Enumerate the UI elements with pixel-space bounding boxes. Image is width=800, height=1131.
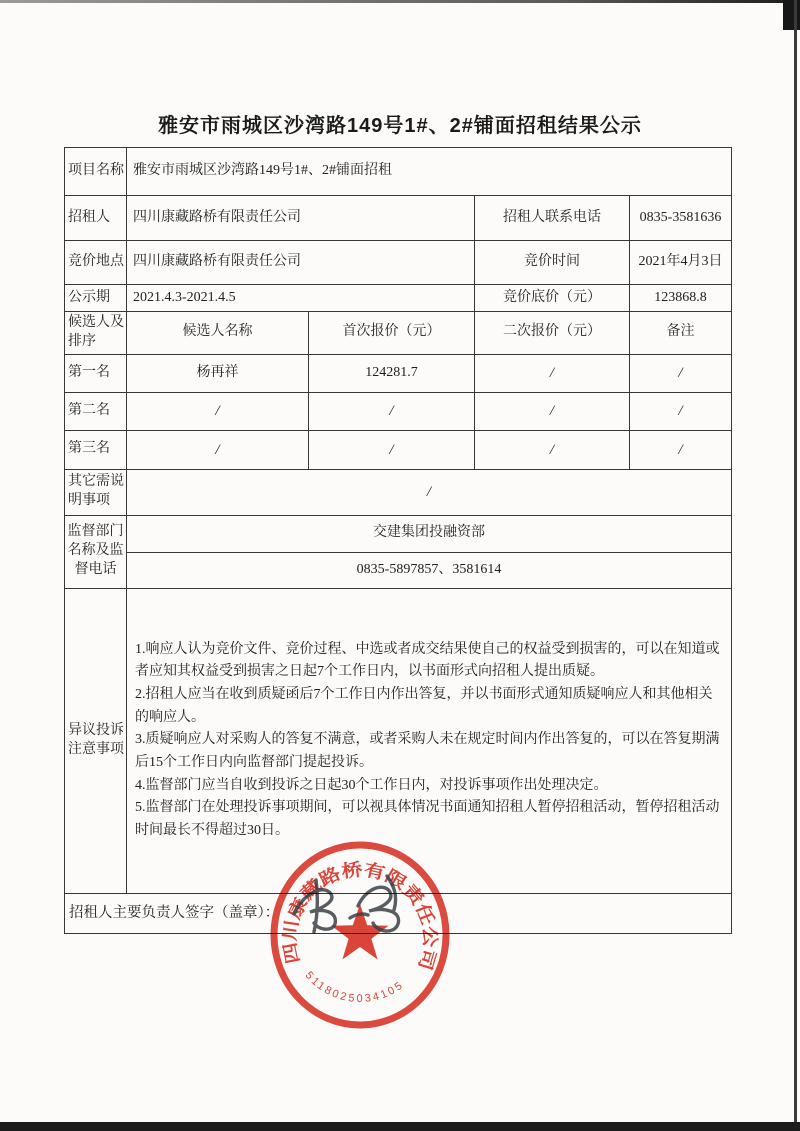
other-notes-label: 其它需说明事项 [65, 469, 127, 515]
table-row [65, 196, 732, 241]
candidate-2-first-offer: / [309, 392, 475, 430]
rank-2-label: 第二名 [65, 392, 127, 430]
seal-number-text: 5118025034105 [302, 969, 407, 1006]
table-row [65, 285, 732, 312]
candidate-row-1 [65, 354, 732, 392]
signature-label: 招租人主要负责人签字（盖章）： [65, 893, 732, 933]
bidding-place-value: 四川康藏路桥有限责任公司 [127, 241, 475, 285]
dispute-label: 异议投诉注意事项 [65, 588, 127, 893]
candidates-second-offer-header: 二次报价（元） [475, 312, 630, 355]
candidate-1-name: 杨再祥 [127, 354, 309, 392]
scan-artifact-top-edge [0, 0, 800, 3]
candidates-rank-label: 候选人及排序 [65, 312, 127, 355]
lessor-phone-value: 0835-3581636 [630, 196, 732, 241]
publicity-period-value: 2021.4.3-2021.4.5 [127, 285, 475, 312]
other-notes-row [65, 469, 732, 515]
supervision-label: 监督部门名称及监督电话 [65, 515, 127, 588]
publicity-period-label: 公示期 [65, 285, 127, 312]
bidding-place-label: 竞价地点 [65, 241, 127, 285]
candidates-first-offer-header: 首次报价（元） [309, 312, 475, 355]
candidate-row-2 [65, 392, 732, 430]
table-row [65, 241, 732, 285]
candidate-3-remark: / [630, 430, 732, 469]
bidding-time-label: 竞价时间 [475, 241, 630, 285]
project-name-label: 项目名称 [65, 148, 127, 196]
signature-row [65, 893, 732, 933]
dispute-rule-4: 4.监督部门应当自收到投诉之日起30个工作日内，对投诉事项作出处理决定。 [135, 777, 608, 793]
svg-text:5118025034105 [303, 969, 407, 1005]
project-name-value: 雅安市雨城区沙湾路149号1#、2#铺面招租 [127, 148, 732, 196]
candidate-row-3 [65, 430, 732, 469]
supervision-phone-value: 0835-5897857、3581614 [127, 552, 732, 588]
base-price-label: 竞价底价（元） [475, 285, 630, 312]
dispute-row [65, 588, 732, 893]
other-notes-value: / [127, 469, 732, 515]
candidate-2-remark: / [630, 392, 732, 430]
page-title: 雅安市雨城区沙湾路149号1#、2#铺面招租结果公示 [158, 115, 642, 137]
candidate-3-second-offer: / [475, 430, 630, 469]
candidate-1-second-offer: / [475, 354, 630, 392]
candidates-name-header: 候选人名称 [127, 312, 309, 355]
supervision-row-1 [65, 515, 732, 552]
candidate-2-second-offer: / [475, 392, 630, 430]
bidding-time-value: 2021年4月3日 [630, 241, 732, 285]
dispute-rule-2: 2.招租人应当在收到质疑函后7个工作日内作出答复，并以书面形式通知质疑响应人和其他相关的响应人。 [135, 687, 713, 725]
candidate-3-name: / [127, 430, 309, 469]
supervision-row-2 [65, 552, 732, 588]
scan-artifact-bottom-edge [0, 1122, 800, 1131]
table-row [65, 148, 732, 196]
rank-1-label: 第一名 [65, 354, 127, 392]
base-price-value: 123868.8 [630, 285, 732, 312]
dispute-rule-5: 5.监督部门在处理投诉事项期间，可以视具体情况书面通知招租人暂停招租活动，暂停招租活动时间最长不得超过30日。 [135, 800, 720, 839]
scan-artifact-corner-mark [783, 0, 800, 30]
result-table [64, 147, 732, 934]
seal-company-text: 四川康藏路桥有限责任公司 [279, 859, 441, 970]
rank-3-label: 第三名 [65, 430, 127, 469]
candidate-1-first-offer: 124281.7 [309, 354, 475, 392]
supervision-dept-value: 交建集团投融资部 [127, 515, 732, 552]
candidates-header-row [65, 312, 732, 355]
candidates-remark-header: 备注 [630, 312, 732, 355]
dispute-rules [127, 588, 732, 893]
lessor-phone-label: 招租人联系电话 [475, 196, 630, 241]
candidate-2-name: / [127, 392, 309, 430]
lessor-label: 招租人 [65, 196, 127, 241]
dispute-rule-1: 1.响应人认为竞价文件、竞价过程、中选或者成交结果使自己的权益受到损害的，可以在知道或者应知其权益受到损害之日起7个工作日内，以书面形式向招租人提出质疑。 [135, 641, 720, 680]
lessor-value: 四川康藏路桥有限责任公司 [127, 196, 475, 241]
candidate-1-remark: / [630, 354, 732, 392]
candidate-3-first-offer: / [309, 430, 475, 469]
dispute-rule-3: 3.质疑响应人对采购人的答复不满意，或者采购人未在规定时间内作出答复的，可以在答复期满后15个工作日内向监督部门提起投诉。 [135, 732, 720, 771]
scan-artifact-right-edge [794, 0, 797, 1131]
